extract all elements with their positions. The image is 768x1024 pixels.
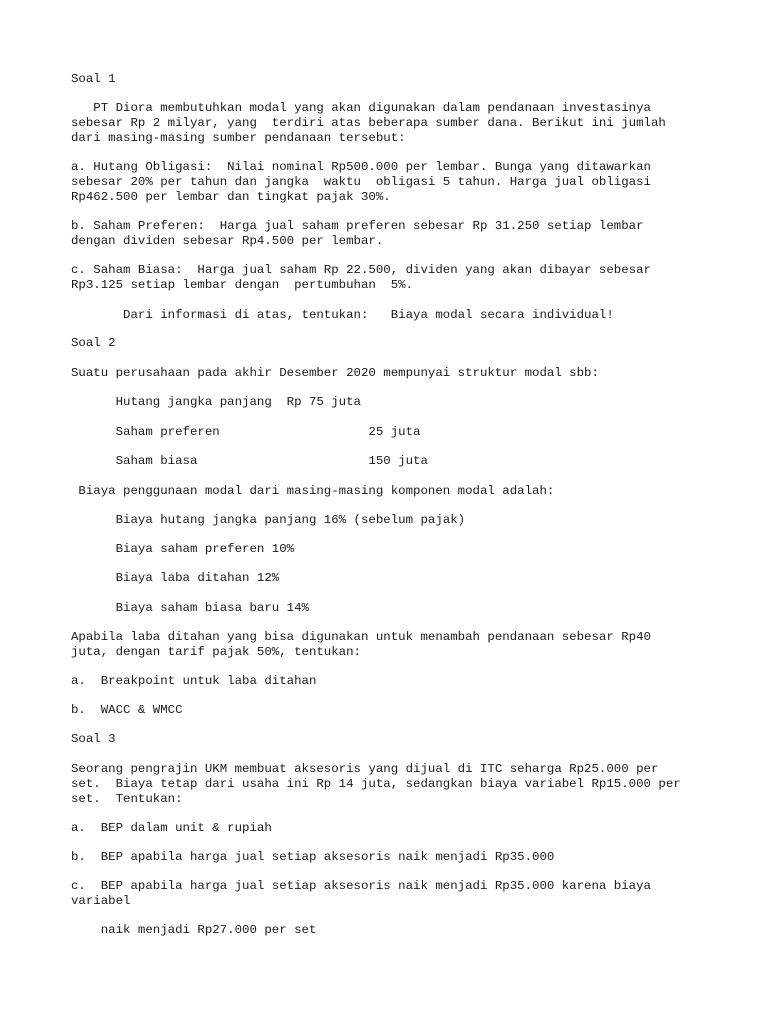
soal-3-heading: Soal 3 — [71, 732, 116, 746]
soal-1-intro-line: dari masing-masing sumber pendanaan tersebut: — [71, 131, 406, 145]
soal-1-item-c-line: c. Saham Biasa: Harga jual saham Rp 22.500, dividen yang akan dibayar sebesar — [71, 263, 651, 277]
soal-1-question: Dari informasi di atas, tentukan: Biaya modal secara individual! — [71, 308, 614, 322]
soal-3-question-c-continuation: naik menjadi Rp27.000 per set — [71, 923, 317, 937]
soal-1-item-a-line: Rp462.500 per lembar dan tingkat pajak 30%. — [71, 190, 391, 204]
soal-3-question-a: a. BEP dalam unit & rupiah — [71, 821, 272, 835]
soal-1-item-c-line: Rp3.125 setiap lembar dengan pertumbuhan 5%. — [71, 278, 414, 292]
soal-2-cost-intro: Biaya penggunaan modal dari masing-masing komponen modal adalah: — [71, 484, 555, 498]
soal-3-intro-line: set. Biaya tetap dari usaha ini Rp 14 juta, sedangkan biaya variabel Rp15.000 per — [71, 777, 681, 791]
soal-2-heading: Soal 2 — [71, 336, 116, 350]
soal-2-structure-row: Hutang jangka panjang Rp 75 juta — [71, 395, 361, 409]
soal-1-heading: Soal 1 — [71, 72, 116, 86]
soal-2-question-b: b. WACC & WMCC — [71, 703, 183, 717]
soal-2-cost-item: Biaya laba ditahan 12% — [71, 571, 280, 585]
soal-1-item-a-line: sebesar 20% per tahun dan jangka waktu obligasi 5 tahun. Harga jual obligasi — [71, 175, 651, 189]
soal-2-cost-item: Biaya saham biasa baru 14% — [71, 601, 309, 615]
soal-3-question-c-line: variabel — [71, 894, 131, 908]
soal-1-item-b-line: b. Saham Preferen: Harga jual saham preferen sebesar Rp 31.250 setiap lembar — [71, 219, 644, 233]
soal-1-intro-line: PT Diora membutuhkan modal yang akan digunakan dalam pendanaan investasinya — [71, 101, 651, 115]
soal-1-item-a-line: a. Hutang Obligasi: Nilai nominal Rp500.000 per lembar. Bunga yang ditawarkan — [71, 160, 651, 174]
soal-1-intro-line: sebesar Rp 2 milyar, yang terdiri atas beberapa sumber dana. Berikut ini jumlah — [71, 116, 666, 130]
soal-2-cost-item: Biaya hutang jangka panjang 16% (sebelum pajak) — [71, 513, 466, 527]
soal-2-question-a: a. Breakpoint untuk laba ditahan — [71, 674, 317, 688]
soal-2-condition-line: juta, dengan tarif pajak 50%, tentukan: — [71, 645, 361, 659]
soal-3-intro-line: set. Tentukan: — [71, 792, 183, 806]
soal-2-intro: Suatu perusahaan pada akhir Desember 2020 mempunyai struktur modal sbb: — [71, 366, 599, 380]
soal-3-intro-line: Seorang pengrajin UKM membuat aksesoris yang dijual di ITC seharga Rp25.000 per — [71, 762, 659, 776]
soal-2-cost-item: Biaya saham preferen 10% — [71, 542, 295, 556]
soal-3-question-c-line: c. BEP apabila harga jual setiap aksesoris naik menjadi Rp35.000 karena biaya — [71, 879, 651, 893]
soal-2-condition-line: Apabila laba ditahan yang bisa digunakan untuk menambah pendanaan sebesar Rp40 — [71, 630, 651, 644]
soal-2-structure-row: Saham preferen 25 juta — [71, 425, 421, 439]
soal-2-structure-row: Saham biasa 150 juta — [71, 454, 428, 468]
soal-3-question-b: b. BEP apabila harga jual setiap aksesoris naik menjadi Rp35.000 — [71, 850, 555, 864]
soal-1-item-b-line: dengan dividen sebesar Rp4.500 per lembar. — [71, 234, 384, 248]
